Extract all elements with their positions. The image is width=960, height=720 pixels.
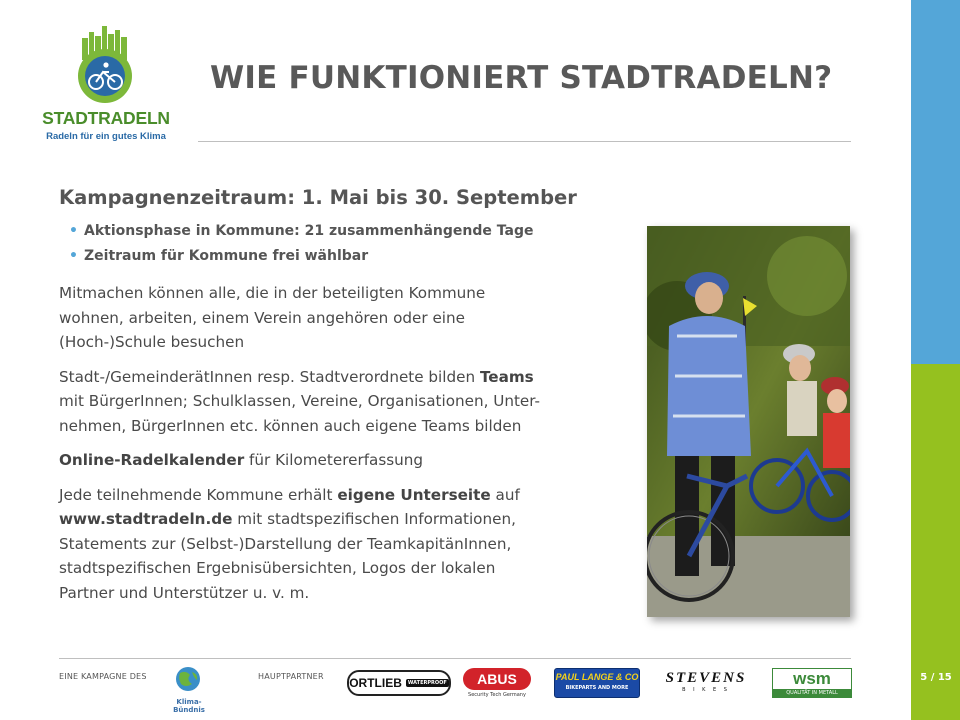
wsm-logo: wsm QUALITÄT IN METALL (772, 668, 852, 698)
paragraph-subpage: Jede teilnehmende Kommune erhält eigene Unterseite auf www.stadtradeln.de mit stadtspezifischen Informationen, Statements zur (Selbst-)Darstellung der TeamkapitänInnen, stadtspezifischen Ergebnisübersichten, Logos der lokalen Partner und Unterstützer u. v. m. (59, 485, 520, 602)
logo-wordmark: STADTRADELN (42, 108, 170, 128)
website-link[interactable]: www.stadtradeln.de (59, 510, 233, 528)
logo-emblem-icon (36, 22, 176, 112)
logo-tagline: Radeln für ein gutes Klima (46, 131, 166, 142)
campaign-period-heading: Kampagnenzeitraum: 1. Mai bis 30. September (59, 186, 577, 209)
abus-logo: ABUS Security Tech Germany (463, 668, 535, 698)
content-body (59, 186, 619, 615)
globe-icon (164, 666, 214, 692)
main-partner-label: HAUPTPARTNER (258, 672, 324, 681)
paragraph-teams: Stadt-/GemeinderätInnen resp. Stadtverordnete bilden Teams mit BürgerInnen; Schulklassen, Vereine, Organisationen, Unter- nehmen, BürgerInnen etc. können auch eigene Teams bilden (59, 367, 541, 435)
side-accent-blue (911, 0, 960, 364)
side-accent-green (911, 364, 960, 720)
bullet-item: • Zeitraum für Kommune frei wählbar (59, 244, 619, 269)
campaign-label: EINE KAMPAGNE DES (59, 672, 147, 681)
paragraph-participation: Mitmachen können alle, die in der beteiligten Kommune wohnen, arbeiten, einem Verein angehören oder eine (Hoch-)Schule besuchen (59, 284, 486, 351)
paul-lange-logo: PAUL LANGE & CO BIKEPARTS AND MORE (554, 668, 640, 698)
stevens-logo: STEVENS B I K E S (665, 670, 747, 693)
bullet-list (59, 219, 619, 269)
footer-divider (59, 658, 851, 659)
cyclists-photo (647, 226, 850, 617)
stadtradeln-logo (36, 22, 176, 148)
title-divider (198, 141, 851, 142)
bullet-dot-icon: • (69, 248, 78, 264)
bullet-dot-icon: • (69, 223, 78, 239)
klima-buendnis-logo (164, 666, 214, 714)
page-number: 5 / 15 (920, 672, 952, 683)
ortlieb-logo: ORTLIEB WATERPROOF (347, 668, 451, 698)
page-title: WIE FUNKTIONIERT STADTRADELN? (210, 60, 833, 96)
paragraph-calendar: Online-Radelkalender für Kilometererfassung (59, 451, 424, 469)
klima-buendnis-label: Klima-Bündnis (173, 698, 205, 714)
bullet-item: • Aktionsphase in Kommune: 21 zusammenhängende Tage (59, 219, 619, 244)
